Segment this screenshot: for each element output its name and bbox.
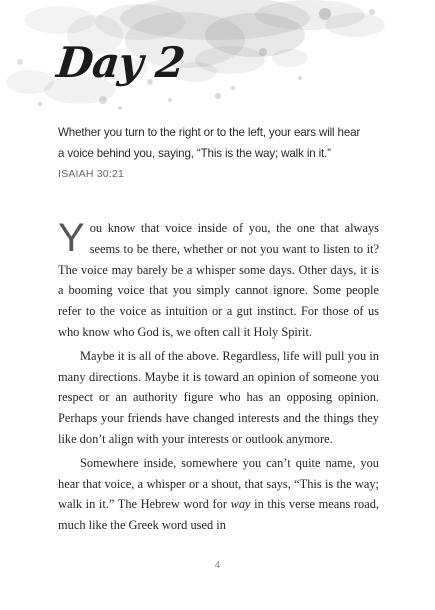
scripture-reference: ISAIAH 30:21: [58, 168, 125, 180]
paragraph-2: Maybe it is all of the above. Regardless, life will pull you in many directions. Maybe it is toward an opinion of someone you respect or an authority figure who has an opposing opinion. Perhaps your friends have changed interests and the things they like don’t align with your interests or outlook anymore.: [58, 348, 379, 446]
page-title: Day 2: [54, 38, 187, 87]
paragraph-3-text-after: in this verse means road, much like the Greek word used in: [58, 497, 379, 533]
devotional-body: [58, 218, 379, 536]
paragraph-3: [58, 453, 379, 536]
paragraph-3-text-before: Somewhere inside, somewhere you can’t quite name, you hear that voice, a whisper or a shout, that says, “This is the way; walk in it.” The Hebrew word for: [58, 455, 379, 512]
emphasized-word: way: [230, 497, 251, 512]
scripture-verse: [58, 122, 388, 164]
page-number: 4: [214, 560, 221, 571]
paragraph-1: [58, 218, 379, 343]
paragraph-1-text: ou know that voice inside of you, the one that always seems to be there, whether or not you want to listen to it? The voice may barely be a whisper some days. Other days, it is a booming voice that you simply cannot ignore. Some people refer to the voice as intuition or a gut instinct. For those of us who know who God is, we often call it Holy Spirit.: [58, 221, 379, 339]
verse-line-2: a voice behind you, saying, “This is the way; walk in it.”: [58, 147, 331, 160]
drop-cap: Y: [58, 216, 85, 260]
verse-line-1: Whether you turn to the right or to the left, your ears will hear: [58, 126, 361, 139]
